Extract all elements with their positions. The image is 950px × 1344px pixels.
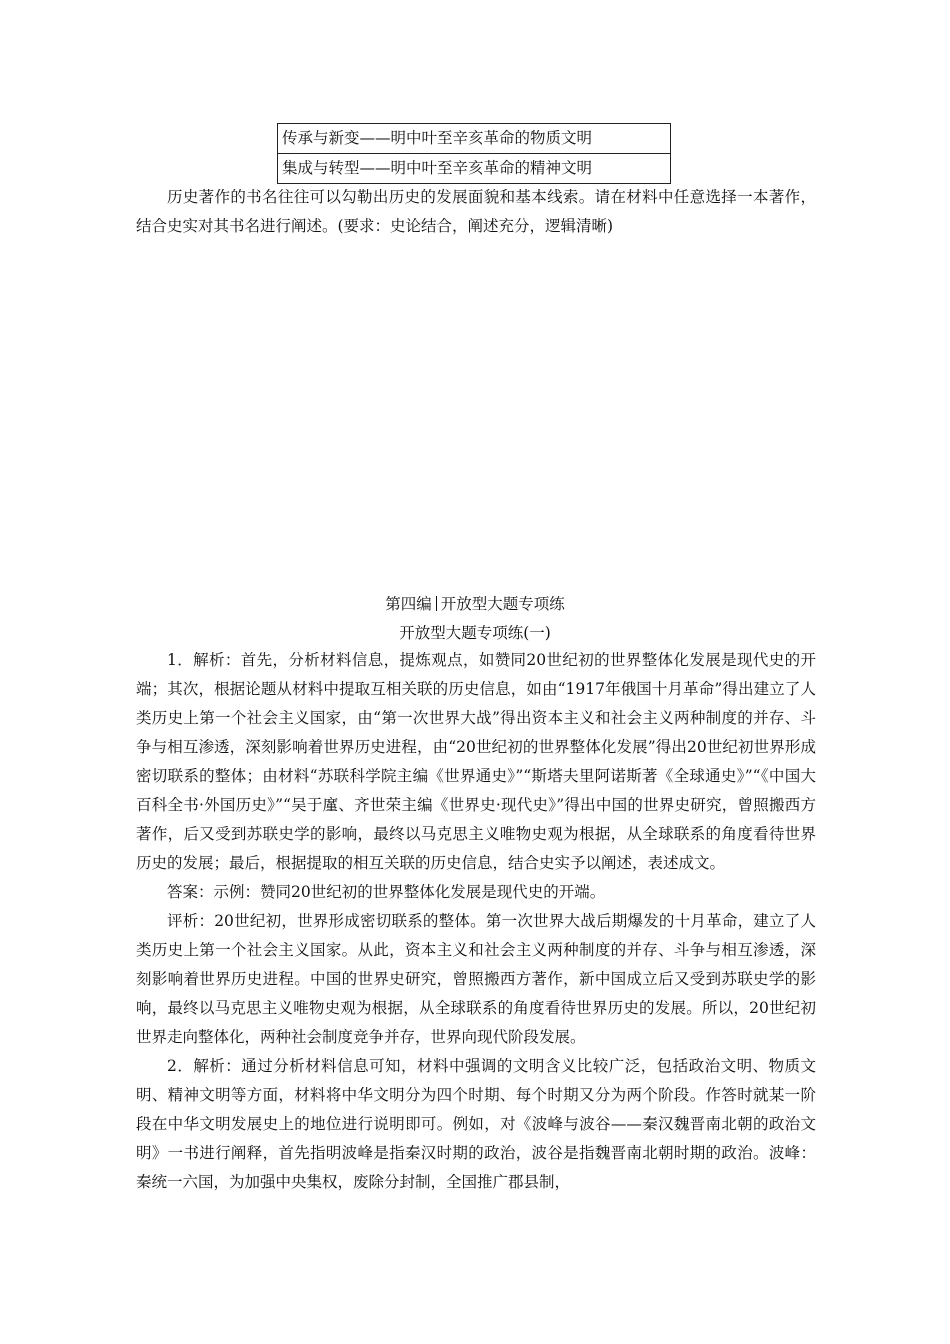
answer-block: [136, 646, 816, 1197]
book-title-cell: 传承与新变——明中叶至辛亥革命的物质文明: [278, 124, 671, 154]
answer-paragraph: 2．解析：通过分析材料信息可知，材料中强调的文明含义比较广泛，包括政治文明、物质文明、精神文明等方面，材料将中华文明分为四个时期、每个时期又分为两个阶段。作答时就某一阶段在中华文明发展史上的地位进行说明即可。例如，对《波峰与波谷——秦汉魏晋南北朝的政治文明》一书进行阐释，首先指明波峰是指秦汉时期的政治，波谷是指魏晋南北朝时期的政治。波峰：秦统一六国，为加强中央集权，废除分封制，全国推广郡县制，: [136, 1057, 816, 1191]
answer-paragraph: 答案：示例：赞同20世纪初的世界整体化发展是现代史的开端。: [167, 883, 606, 901]
answer-paragraph: 评析：20世纪初，世界形成密切联系的整体。第一次世界大战后期爆发的十月革命，建立了人类历史上第一个社会主义国家。从此，资本主义和社会主义两种制度的并存、斗争与相互渗透，深刻影响着世界历史进程。中国的世界史研究，曾照搬西方著作，新中国成立后又受到苏联史学的影响，最终以马克思主义唯物史观为根据，从全球联系的角度看待世界历史的发展。所以，20世纪初世界走向整体化，两种社会制度竞争并存，世界向现代阶段发展。: [136, 912, 816, 1046]
heading-separator: [436, 596, 437, 611]
table-row: [278, 154, 671, 184]
book-title-table: [277, 123, 671, 184]
section-part: 第四编: [385, 595, 432, 613]
section-subtitle: 开放型大题专项练(一): [399, 624, 551, 642]
book-title-cell: 集成与转型——明中叶至辛亥革命的精神文明: [278, 154, 671, 184]
section-name: 开放型大题专项练: [440, 595, 565, 613]
section-heading: [0, 590, 950, 619]
table-row: [278, 124, 671, 154]
question-text: 历史著作的书名往往可以勾勒出历史的发展面貌和基本线索。请在材料中任意选择一本著作，结合史实对其书名进行阐述。(要求：史论结合，阐述充分，逻辑清晰): [136, 188, 816, 235]
answer-paragraph: 1．解析：首先，分析材料信息，提炼观点，如赞同20世纪初的世界整体化发展是现代史的开端；其次，根据论题从材料中提取互相关联的历史信息，如由“1917年俄国十月革命”得出建立了人类历史上第一个社会主义国家，由“第一次世界大战”得出资本主义和社会主义两种制度的并存、斗争与相互渗透，深刻影响着世界历史进程，由“20世纪初的世界整体化发展”得出20世纪初世界形成密切联系的整体；由材料“苏联科学院主编《世界通史》”“斯塔夫里阿诺斯著《全球通史》”“《中国大百科全书·外国历史》”“吴于廑、齐世荣主编《世界史·现代史》”得出中国的世界史研究，曾照搬西方著作，后又受到苏联史学的影响，最终以马克思主义唯物史观为根据，从全球联系的角度看待世界历史的发展；最后，根据提取的相互关联的历史信息，结合史实予以阐述，表述成文。: [136, 651, 816, 872]
question-block: [136, 183, 816, 241]
